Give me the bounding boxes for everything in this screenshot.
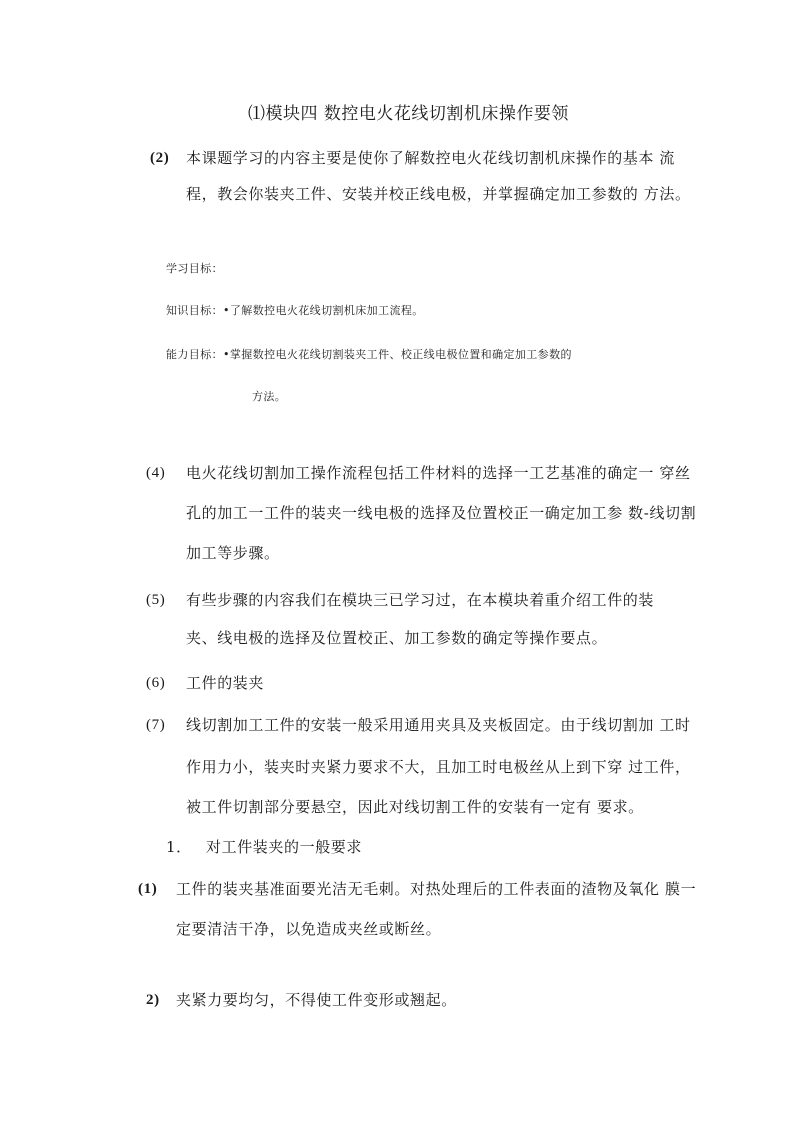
paragraph-number: (6)	[146, 675, 166, 691]
paragraph-line: 孔的加工一工件的装夹一线电极的选择及位置校正一确定加工参 数-线切割	[186, 504, 697, 522]
paragraph-number: (4)	[146, 465, 166, 481]
requirement-number: (1)	[138, 881, 158, 897]
requirement-number: 2)	[146, 992, 160, 1008]
paragraph-line: 夹、线电极的选择及位置校正、加工参数的确定等操作要点。	[186, 629, 608, 647]
paragraph-number: (7)	[146, 717, 166, 733]
paragraph-line: 本课题学习的内容主要是使你了解数控电火花线切割机床操作的基本 流	[186, 149, 675, 167]
paragraph-line: 线切割加工工件的安装一般采用通用夹具及夹板固定。由于线切割加 工时	[186, 716, 691, 734]
paragraph-line: 有些步骤的内容我们在模块三已学习过，在本模块着重介绍工件的装	[186, 591, 655, 609]
paragraph-number: (5)	[146, 592, 166, 608]
paragraph-line: 程，教会你装夹工件、安装并校正线电极，并掌握确定加工参数的 方法。	[186, 185, 691, 203]
document-title: ⑴模块四 数控电火花线切割机床操作要领	[248, 104, 569, 124]
paragraph-line: 夹紧力要均匀，不得使工件变形或翘起。	[176, 991, 457, 1009]
paragraph-line: 电火花线切割加工操作流程包括工件材料的选择一工艺基准的确定一 穿丝	[186, 464, 691, 482]
paragraph-line: 作用力小，装夹时夹紧力要求不大，且加工时电极丝从上到下穿 过工件，	[186, 758, 691, 776]
knowledge-goal: 知识目标：•了解数控电火花线切割机床加工流程。	[166, 304, 424, 317]
subsection-number: 1．	[166, 838, 192, 856]
paragraph-line: 被工件切割部分要悬空，因此对线切割工件的安装有一定有 要求。	[186, 798, 644, 816]
section-heading: 工件的装夹	[186, 674, 265, 692]
paragraph-number: (2)	[150, 150, 170, 166]
paragraph-line: 定要清洁干净，以免造成夹丝或断丝。	[176, 920, 442, 938]
subsection-heading: 对工件装夹的一般要求	[206, 838, 363, 856]
ability-goal: 能力目标：•掌握数控电火花线切割装夹工件、校正线电极位置和确定加工参数的	[166, 348, 572, 361]
ability-goal-continued: 方法。	[252, 390, 287, 403]
paragraph-line: 工件的装夹基准面要光洁无毛刺。对热处理后的工件表面的渣物及氧化 膜一	[176, 880, 697, 898]
paragraph-line: 加工等步骤。	[186, 544, 280, 562]
goals-heading: 学习目标：	[166, 262, 223, 275]
